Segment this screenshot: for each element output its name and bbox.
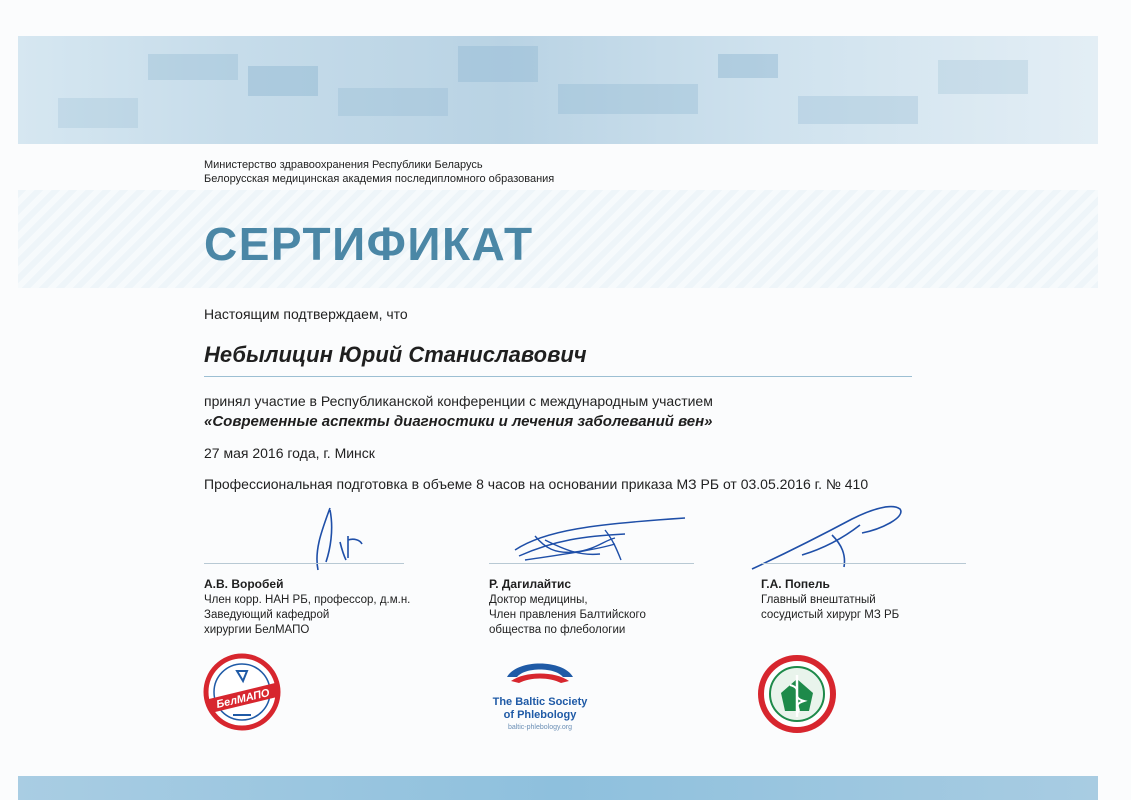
ministry-health-emblem	[757, 655, 837, 733]
certificate-title: СЕРТИФИКАТ	[204, 218, 534, 270]
bottom-banner	[18, 776, 1098, 800]
svg-text:of Phlebology: of Phlebology	[503, 709, 577, 721]
signature-dagilaitis	[505, 510, 695, 570]
intro-text: Настоящим подтверждаем, что	[204, 306, 408, 322]
conference-title: «Современные аспекты диагностики и лечения заболеваний вен»	[204, 413, 713, 430]
signatory-role-2: Доктор медицины, Член правления Балтийского общества по флебологии	[489, 594, 646, 636]
baltic-society-logo	[485, 655, 595, 735]
signature-vorobey	[300, 500, 390, 576]
signatory-name-3: Г.А. Попель	[761, 577, 830, 591]
signature-line-2	[489, 563, 694, 564]
signatory-name-2: Р. Дагилайтис	[489, 577, 572, 591]
title-band	[18, 190, 1098, 288]
signatory-name-1: А.В. Воробей	[204, 577, 284, 591]
svg-text:БелМАПО: БелМАПО	[215, 687, 271, 711]
participation-text: принял участие в Республиканской конференции с международным участием	[204, 393, 713, 409]
signatory-role-1: Член корр. НАН РБ, профессор, д.м.н. Заведующий кафедрой хирургии БелМАПО	[204, 594, 411, 636]
svg-text:baltic-phlebology.org: baltic-phlebology.org	[507, 724, 573, 731]
ministry-name: Министерство здравоохранения Республики Беларусь	[204, 159, 483, 171]
date-place: 27 мая 2016 года, г. Минск	[204, 445, 375, 461]
signatory-role-3: Главный внештатный сосудистый хирург МЗ РБ	[761, 594, 900, 621]
signature-line-1	[204, 563, 404, 564]
name-underline	[204, 376, 912, 377]
top-banner	[18, 36, 1098, 144]
training-text: Профессиональная подготовка в объеме 8 часов на основании приказа МЗ РБ от 03.05.2016 г. № 410	[204, 476, 869, 492]
signature-line-3	[761, 563, 966, 564]
belmapo-logo	[203, 653, 281, 731]
academy-name: Белорусская медицинская академия последипломного образования	[204, 173, 555, 185]
recipient-name: Небылицин Юрий Станиславович	[204, 342, 587, 367]
svg-text:The Baltic Society: The Baltic Society	[492, 696, 588, 708]
